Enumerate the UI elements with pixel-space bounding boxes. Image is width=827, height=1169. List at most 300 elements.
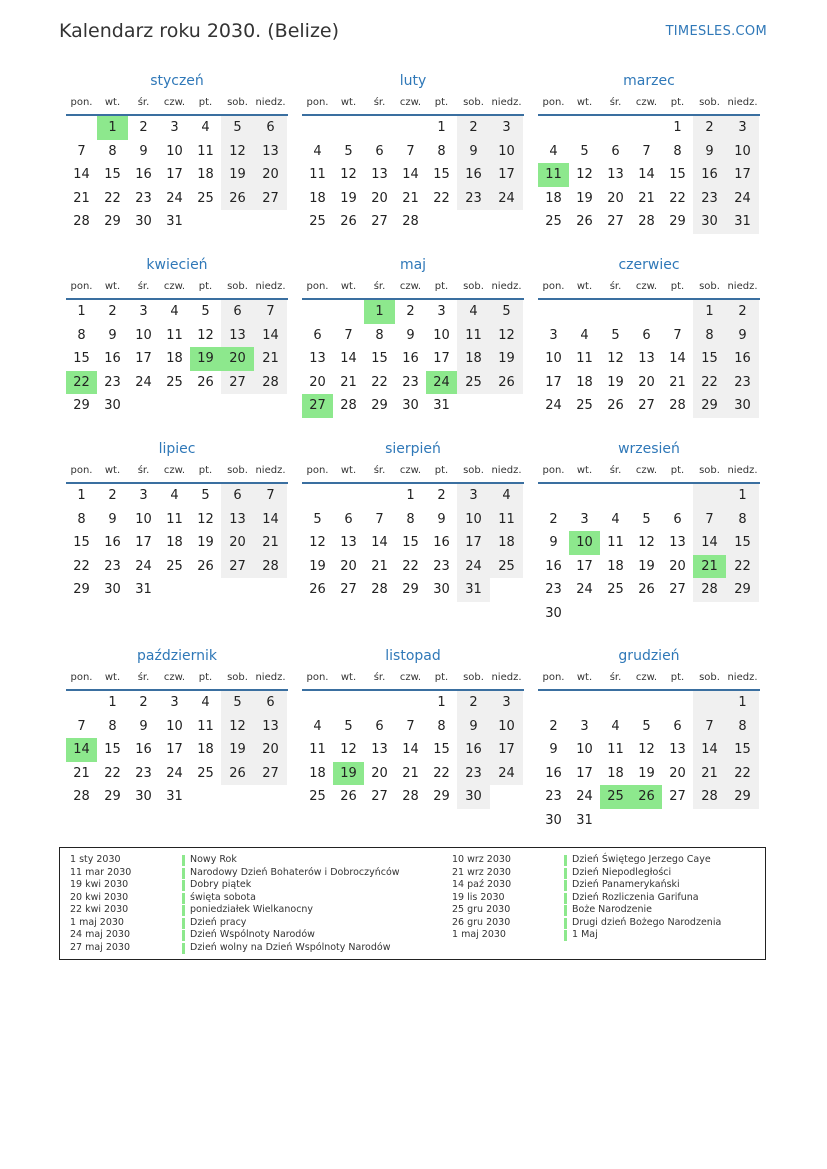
day-cell: 18 xyxy=(166,351,183,366)
day-cell: 20 xyxy=(371,765,388,781)
day-cell: 11 xyxy=(166,327,183,343)
weekday-label: niedz. xyxy=(727,97,758,108)
day-cell: 28 xyxy=(254,371,287,395)
day-cell: 29 xyxy=(693,394,726,418)
holiday-row xyxy=(452,904,721,917)
week-row xyxy=(538,300,760,324)
month-name: marzec xyxy=(623,73,675,89)
day-cell: 9 xyxy=(139,143,148,159)
day-cell: 22 xyxy=(371,374,388,390)
day-cell: 20 xyxy=(309,374,326,390)
empty-cell xyxy=(538,484,569,508)
day-cell: 31 xyxy=(433,398,450,413)
holiday-marker xyxy=(564,893,567,904)
week-row xyxy=(66,187,288,211)
holiday-date: 19 kwi 2030 xyxy=(70,879,129,890)
day-cell: 6 xyxy=(375,718,384,734)
holiday-date: 26 gru 2030 xyxy=(452,916,511,928)
empty-cell xyxy=(333,484,364,508)
day-cell: 14 xyxy=(340,351,357,366)
day-cell: 27 xyxy=(254,762,287,786)
day-cell: 9 xyxy=(108,511,117,527)
holiday-marker xyxy=(182,943,185,954)
day-cell: 1 xyxy=(437,120,446,135)
empty-cell xyxy=(302,691,333,715)
day-cell: 20 xyxy=(221,531,254,555)
week-row xyxy=(66,324,288,348)
holiday-row xyxy=(70,854,400,867)
day-cell: 10 xyxy=(135,327,152,343)
month-name: sierpień xyxy=(385,441,441,457)
empty-cell xyxy=(221,578,254,602)
day-cell: 10 xyxy=(457,508,490,532)
day-cell: 15 xyxy=(371,351,388,366)
day-cell: 27 xyxy=(254,187,287,211)
day-cell: 10 xyxy=(166,143,183,159)
empty-cell xyxy=(128,394,159,418)
day-cell: 3 xyxy=(457,484,490,508)
day-cell: 19 xyxy=(309,558,326,574)
month-name: styczeń xyxy=(150,73,204,89)
day-cell: 9 xyxy=(108,327,117,343)
empty-cell xyxy=(631,300,662,324)
day-cell: 30 xyxy=(545,605,562,621)
day-cell: 15 xyxy=(726,531,759,555)
empty-cell xyxy=(631,809,662,833)
week-row xyxy=(302,140,524,164)
day-cell: 13 xyxy=(221,508,254,532)
day-cell: 6 xyxy=(221,300,254,324)
weekday-label: pt. xyxy=(198,465,213,476)
day-cell: 8 xyxy=(108,143,117,159)
day-cell: 18 xyxy=(490,531,523,555)
holiday-row xyxy=(70,929,400,942)
day-cell: 1 xyxy=(108,695,117,710)
day-cell: 27 xyxy=(371,214,388,229)
week-row xyxy=(66,555,288,579)
empty-cell xyxy=(190,785,221,809)
day-cell: 2 xyxy=(457,691,490,715)
day-cell: 1 xyxy=(77,488,86,503)
day-cell: 13 xyxy=(607,167,624,182)
empty-cell xyxy=(600,809,631,833)
empty-cell xyxy=(600,116,631,140)
day-cell: 8 xyxy=(726,715,759,739)
weekday-label: niedz. xyxy=(255,672,286,683)
weekday-label: wt. xyxy=(340,97,357,108)
day-cell: 16 xyxy=(457,163,490,187)
weekday-label: sob. xyxy=(699,465,720,476)
weekday-header xyxy=(538,92,760,116)
day-cell: 25 xyxy=(576,398,593,413)
day-cell: 27 xyxy=(221,555,254,579)
day-cell: 10 xyxy=(135,511,152,527)
weekday-label: pon. xyxy=(306,97,329,108)
weekday-label: śr. xyxy=(609,465,622,476)
holiday-name: Nowy Rok xyxy=(190,854,237,865)
day-cell: 1 xyxy=(726,691,759,715)
holiday-marker xyxy=(182,880,185,891)
day-cell: 16 xyxy=(104,351,121,366)
weekday-label: czw. xyxy=(635,97,658,108)
weekday-label: sob. xyxy=(227,97,248,108)
day-cell: 26 xyxy=(309,582,326,597)
day-cell: 17 xyxy=(433,351,450,366)
month-10 xyxy=(66,645,288,809)
day-cell: 17 xyxy=(726,163,759,187)
holiday-day-cell: 1 xyxy=(364,300,395,324)
empty-cell xyxy=(490,578,523,602)
week-row xyxy=(538,210,760,234)
day-cell: 12 xyxy=(309,535,326,550)
weekday-label: śr. xyxy=(373,281,386,292)
day-cell: 22 xyxy=(104,190,121,206)
day-cell: 14 xyxy=(402,742,419,757)
empty-cell xyxy=(693,602,726,626)
holiday-row xyxy=(452,917,721,930)
holiday-date: 20 kwi 2030 xyxy=(70,891,129,903)
day-cell: 9 xyxy=(549,742,558,757)
day-cell: 29 xyxy=(433,789,450,804)
day-cell: 15 xyxy=(73,535,90,550)
day-cell: 27 xyxy=(607,214,624,229)
holiday-marker xyxy=(564,930,567,941)
day-cell: 30 xyxy=(104,582,121,597)
weekday-label: wt. xyxy=(104,672,121,683)
empty-cell xyxy=(190,210,221,234)
day-cell: 29 xyxy=(104,214,121,229)
holiday-day-cell: 21 xyxy=(693,555,726,579)
day-cell: 13 xyxy=(371,742,388,757)
week-row xyxy=(302,484,524,508)
weekday-label: pon. xyxy=(306,672,329,683)
holiday-day-cell: 14 xyxy=(66,738,97,762)
holiday-marker xyxy=(182,868,185,879)
day-cell: 4 xyxy=(611,511,620,527)
month-11 xyxy=(302,645,524,809)
holiday-day-cell: 1 xyxy=(97,116,128,140)
empty-cell xyxy=(662,602,693,626)
day-cell: 20 xyxy=(254,163,287,187)
day-cell: 13 xyxy=(371,167,388,182)
empty-cell xyxy=(726,809,759,833)
day-cell: 26 xyxy=(197,374,214,390)
holiday-name: Narodowy Dzień Bohaterów i Dobroczyńców xyxy=(190,866,400,878)
day-cell: 24 xyxy=(490,187,523,211)
day-cell: 24 xyxy=(166,190,183,206)
weekday-label: czw. xyxy=(399,672,422,683)
month-name: listopad xyxy=(385,648,441,664)
page-title: Kalendarz roku 2030. (Belize) xyxy=(59,20,340,42)
holiday-date: 1 maj 2030 xyxy=(452,929,506,940)
day-cell: 21 xyxy=(73,765,90,781)
week-row xyxy=(538,187,760,211)
day-cell: 3 xyxy=(490,691,523,715)
holiday-row xyxy=(452,929,721,942)
weekday-label: pon. xyxy=(70,281,93,292)
week-row xyxy=(538,508,760,532)
day-cell: 19 xyxy=(607,374,624,390)
weekday-label: śr. xyxy=(137,672,150,683)
day-cell: 10 xyxy=(166,718,183,734)
holiday-date: 1 sty 2030 xyxy=(70,854,121,865)
month-1 xyxy=(66,70,288,234)
day-cell: 30 xyxy=(693,210,726,234)
day-cell: 14 xyxy=(638,167,655,182)
day-cell: 9 xyxy=(457,715,490,739)
day-cell: 2 xyxy=(437,488,446,503)
day-cell: 6 xyxy=(642,327,651,343)
empty-cell xyxy=(726,602,759,626)
day-cell: 20 xyxy=(607,190,624,206)
brand-link[interactable]: TIMESLES.COM xyxy=(665,24,767,39)
empty-cell xyxy=(395,116,426,140)
day-cell: 8 xyxy=(693,324,726,348)
day-cell: 11 xyxy=(197,143,214,159)
empty-cell xyxy=(221,210,254,234)
weekday-header xyxy=(538,667,760,691)
day-cell: 27 xyxy=(371,789,388,804)
empty-cell xyxy=(600,691,631,715)
day-cell: 2 xyxy=(457,116,490,140)
day-cell: 23 xyxy=(545,582,562,597)
day-cell: 9 xyxy=(693,140,726,164)
holiday-day-cell: 25 xyxy=(600,785,631,809)
day-cell: 16 xyxy=(135,167,152,182)
holiday-marker xyxy=(182,855,185,866)
day-cell: 7 xyxy=(693,715,726,739)
holiday-list-left xyxy=(70,854,400,954)
holiday-date: 1 maj 2030 xyxy=(70,916,124,928)
empty-cell xyxy=(333,691,364,715)
day-cell: 12 xyxy=(221,715,254,739)
weekday-label: sob. xyxy=(227,281,248,292)
weekday-label: niedz. xyxy=(727,672,758,683)
weekday-label: pt. xyxy=(670,672,685,683)
holiday-row xyxy=(70,942,400,955)
day-cell: 2 xyxy=(693,116,726,140)
weekday-label: wt. xyxy=(340,465,357,476)
day-cell: 13 xyxy=(638,351,655,366)
day-cell: 12 xyxy=(490,324,523,348)
week-row xyxy=(302,715,524,739)
day-cell: 15 xyxy=(104,742,121,757)
empty-cell xyxy=(159,578,190,602)
day-cell: 7 xyxy=(77,718,86,734)
weekday-label: czw. xyxy=(163,672,186,683)
day-cell: 8 xyxy=(108,718,117,734)
day-cell: 23 xyxy=(104,374,121,390)
day-cell: 24 xyxy=(576,582,593,597)
month-name: czerwiec xyxy=(618,257,680,273)
weekday-label: śr. xyxy=(137,281,150,292)
day-cell: 7 xyxy=(254,484,287,508)
day-cell: 30 xyxy=(402,398,419,413)
day-cell: 28 xyxy=(371,582,388,597)
week-row xyxy=(66,762,288,786)
month-6 xyxy=(538,254,760,418)
empty-cell xyxy=(693,484,726,508)
day-cell: 5 xyxy=(490,300,523,324)
empty-cell xyxy=(631,602,662,626)
day-cell: 2 xyxy=(406,304,415,319)
day-cell: 30 xyxy=(545,812,562,828)
month-name: grudzień xyxy=(618,648,680,664)
empty-cell xyxy=(631,116,662,140)
weekday-label: śr. xyxy=(373,672,386,683)
day-cell: 21 xyxy=(340,374,357,390)
holiday-day-cell: 24 xyxy=(426,371,457,395)
day-cell: 15 xyxy=(433,167,450,182)
holiday-day-cell: 19 xyxy=(333,762,364,786)
empty-cell xyxy=(600,300,631,324)
week-row xyxy=(66,691,288,715)
week-row xyxy=(66,785,288,809)
holiday-row xyxy=(70,917,400,930)
day-cell: 5 xyxy=(201,488,210,503)
day-cell: 9 xyxy=(139,718,148,734)
holiday-date: 19 lis 2030 xyxy=(452,891,505,903)
day-cell: 27 xyxy=(221,371,254,395)
weekday-label: niedz. xyxy=(491,281,522,292)
day-cell: 15 xyxy=(402,535,419,550)
day-cell: 11 xyxy=(607,535,624,550)
week-row xyxy=(302,324,524,348)
day-cell: 29 xyxy=(104,789,121,804)
week-row xyxy=(302,116,524,140)
day-cell: 6 xyxy=(254,116,287,140)
day-cell: 18 xyxy=(197,742,214,757)
holiday-list-right xyxy=(452,854,721,942)
day-cell: 5 xyxy=(344,143,353,159)
week-row xyxy=(302,785,524,809)
weekday-label: wt. xyxy=(104,465,121,476)
day-cell: 17 xyxy=(135,535,152,550)
day-cell: 31 xyxy=(166,789,183,804)
holiday-marker xyxy=(182,893,185,904)
empty-cell xyxy=(457,394,490,418)
weekday-label: pon. xyxy=(542,281,565,292)
day-cell: 23 xyxy=(433,558,450,574)
day-cell: 4 xyxy=(313,143,322,159)
week-row xyxy=(538,371,760,395)
day-cell: 24 xyxy=(457,555,490,579)
weekday-label: śr. xyxy=(373,465,386,476)
day-cell: 19 xyxy=(576,190,593,206)
day-cell: 18 xyxy=(576,374,593,390)
day-cell: 28 xyxy=(638,214,655,229)
day-cell: 10 xyxy=(576,742,593,757)
day-cell: 29 xyxy=(669,214,686,229)
day-cell: 18 xyxy=(309,190,326,206)
weekday-label: pt. xyxy=(434,672,449,683)
day-cell: 21 xyxy=(638,190,655,206)
empty-cell xyxy=(302,116,333,140)
day-cell: 11 xyxy=(576,351,593,366)
month-name: październik xyxy=(137,648,217,664)
day-cell: 8 xyxy=(673,143,682,159)
day-cell: 11 xyxy=(457,324,490,348)
day-cell: 3 xyxy=(580,718,589,734)
day-cell: 23 xyxy=(726,371,759,395)
day-cell: 3 xyxy=(437,304,446,319)
day-cell: 4 xyxy=(580,327,589,343)
day-cell: 3 xyxy=(580,511,589,527)
day-cell: 4 xyxy=(170,488,179,503)
day-cell: 4 xyxy=(611,718,620,734)
day-cell: 28 xyxy=(669,398,686,413)
day-cell: 15 xyxy=(433,742,450,757)
holiday-name: Dzień Niepodległości xyxy=(572,866,672,878)
empty-cell xyxy=(66,116,97,140)
day-cell: 14 xyxy=(402,167,419,182)
day-cell: 14 xyxy=(254,324,287,348)
day-cell: 25 xyxy=(166,374,183,390)
holiday-marker xyxy=(564,868,567,879)
day-cell: 6 xyxy=(344,511,353,527)
weekday-label: czw. xyxy=(635,281,658,292)
day-cell: 24 xyxy=(135,558,152,574)
day-cell: 16 xyxy=(545,558,562,574)
holiday-name: Dzień wolny na Dzień Wspólnoty Narodów xyxy=(190,941,391,953)
day-cell: 16 xyxy=(135,742,152,757)
week-row xyxy=(302,508,524,532)
day-cell: 7 xyxy=(344,327,353,343)
day-cell: 2 xyxy=(108,304,117,319)
weekday-label: pt. xyxy=(670,465,685,476)
day-cell: 5 xyxy=(580,143,589,159)
week-row xyxy=(538,738,760,762)
weekday-label: sob. xyxy=(699,281,720,292)
day-cell: 26 xyxy=(576,214,593,229)
weekday-label: śr. xyxy=(609,281,622,292)
day-cell: 3 xyxy=(170,120,179,135)
day-cell: 13 xyxy=(254,715,287,739)
day-cell: 12 xyxy=(638,535,655,550)
weekday-label: wt. xyxy=(576,281,593,292)
day-cell: 25 xyxy=(197,765,214,781)
month-2 xyxy=(302,70,524,234)
day-cell: 20 xyxy=(254,738,287,762)
day-cell: 11 xyxy=(309,167,326,182)
day-cell: 18 xyxy=(545,190,562,206)
week-row xyxy=(538,578,760,602)
holiday-marker xyxy=(182,918,185,929)
day-cell: 9 xyxy=(437,511,446,527)
day-cell: 15 xyxy=(726,738,759,762)
empty-cell xyxy=(693,809,726,833)
day-cell: 13 xyxy=(309,351,326,366)
holiday-marker xyxy=(564,918,567,929)
day-cell: 3 xyxy=(170,695,179,710)
day-cell: 26 xyxy=(638,582,655,597)
empty-cell xyxy=(426,210,457,234)
week-row xyxy=(302,762,524,786)
empty-cell xyxy=(538,300,569,324)
day-cell: 14 xyxy=(669,351,686,366)
day-cell: 17 xyxy=(545,374,562,390)
empty-cell xyxy=(631,691,662,715)
empty-cell xyxy=(364,116,395,140)
empty-cell xyxy=(662,691,693,715)
week-row xyxy=(538,347,760,371)
week-row xyxy=(66,347,288,371)
weekday-label: sob. xyxy=(463,465,484,476)
day-cell: 15 xyxy=(693,347,726,371)
day-cell: 29 xyxy=(726,785,759,809)
week-row xyxy=(66,140,288,164)
day-cell: 28 xyxy=(693,785,726,809)
